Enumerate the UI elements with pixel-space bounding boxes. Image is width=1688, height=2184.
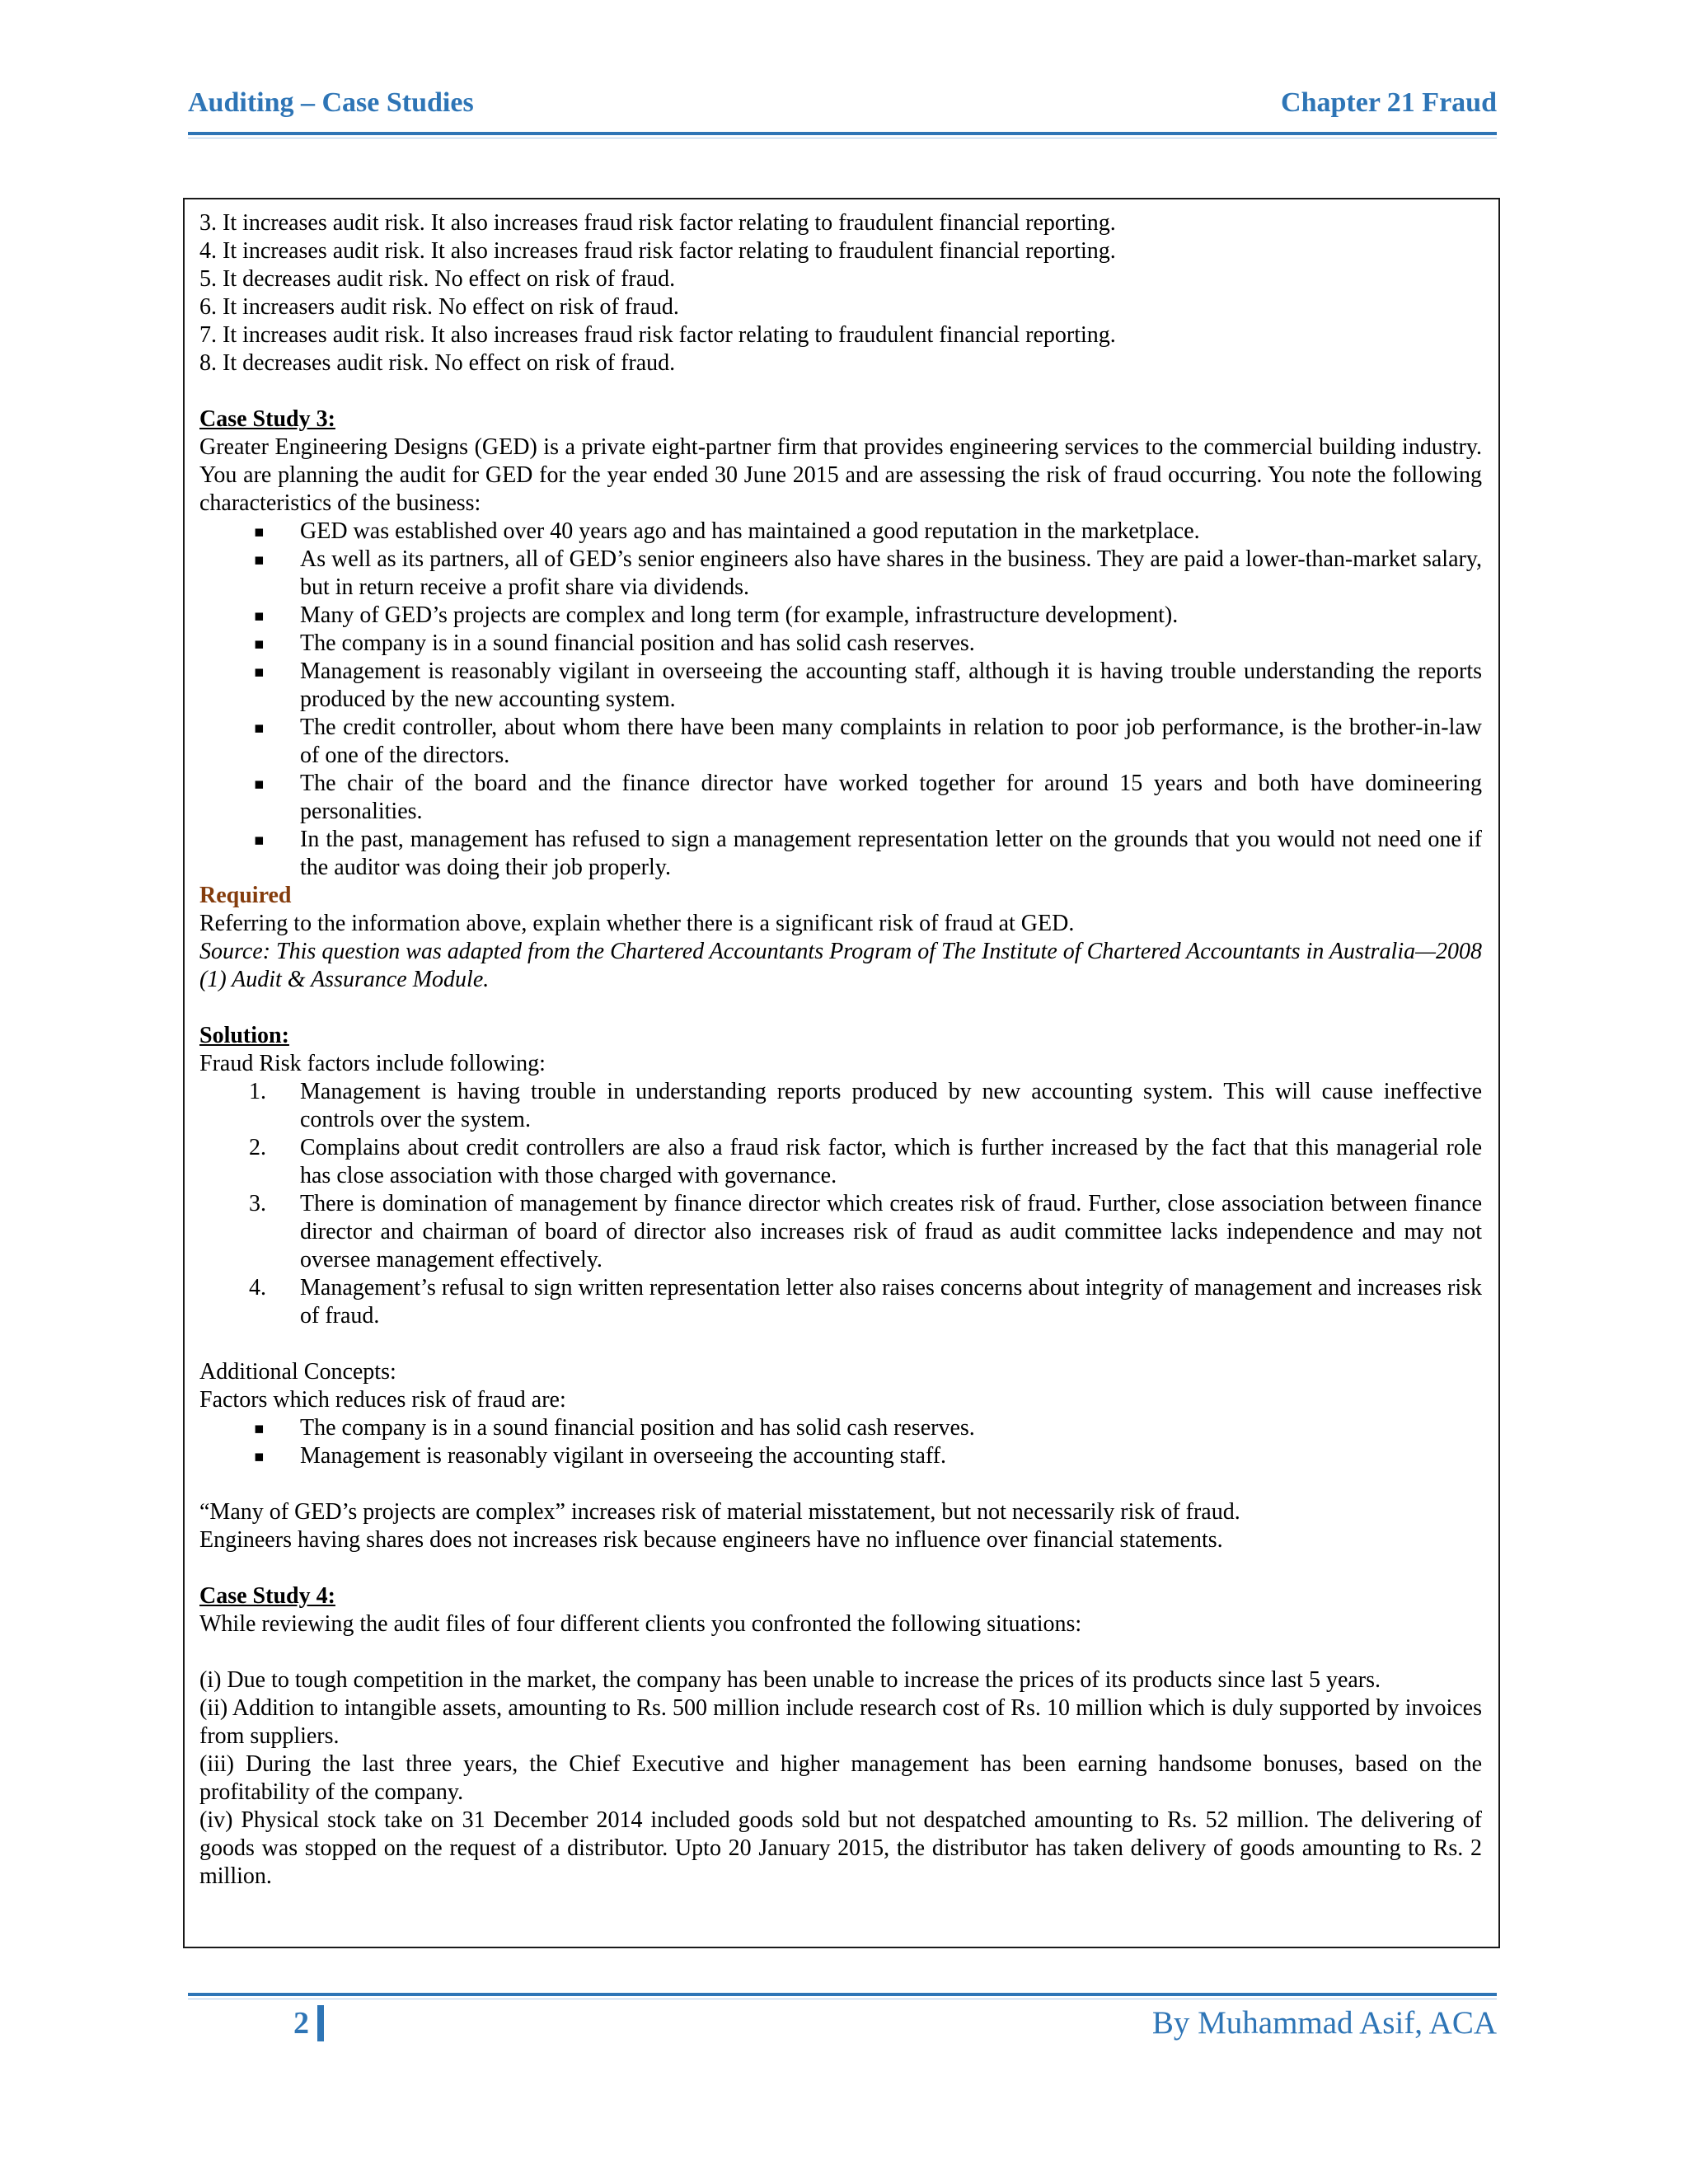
source-note: Source: This question was adapted from the Chartered Accountants Program of The Institute of Chartered Accountants in Australia—2008 (1) Audit & Assurance Module. [199,939,1482,992]
spacer [199,1638,1482,1666]
bullet-square-icon: ▪ [254,635,265,653]
footer-rule [188,1993,1497,1999]
bullet-square-icon: ▪ [254,831,265,849]
item-number: 1. [249,1079,266,1104]
bullet-item [199,630,1482,658]
page-header [188,87,1497,119]
numbered-item [199,1134,1482,1190]
solution-intro: Fraud Risk factors include following: [199,1051,546,1076]
spacer [199,1470,1482,1498]
solution-note: Engineers having shares does not increases risk because engineers have no influence over financial statements. [199,1527,1223,1553]
answer-line: 8. It decreases audit risk. No effect on risk of fraud. [199,350,676,376]
additional-concepts-heading: Additional Concepts: [199,1359,396,1385]
content-box [183,198,1500,1948]
case-study-3-heading: Case Study 3: [199,406,335,432]
bullet-item [199,546,1482,602]
bullet-item [199,770,1482,826]
bullet-square-icon: ▪ [254,607,265,625]
additional-concepts-intro: Factors which reduces risk of fraud are: [199,1387,566,1413]
bullet-square-icon: ▪ [254,1447,265,1465]
situation-paragraph: (i) Due to tough competition in the market, the company has been unable to increase the prices of its products since last 5 years. [199,1667,1381,1693]
bullet-text: In the past, management has refused to sign a management representation letter on the grounds that you would not need one if the auditor was doing their job properly. [300,827,1482,880]
bullet-square-icon: ▪ [254,1419,265,1437]
case-study-3-heading-row [199,405,1482,434]
numbered-item [199,1190,1482,1274]
bullet-item [199,1442,1482,1470]
bullet-item [199,1414,1482,1442]
answer-line: 5. It decreases audit risk. No effect on risk of fraud. [199,266,676,292]
spacer [199,1330,1482,1358]
item-text: Management is having trouble in understanding reports produced by new accounting system. This will cause ineffective controls over the system. [300,1079,1482,1132]
bullet-text: As well as its partners, all of GED’s senior engineers also have shares in the business. They are paid a lower-than-market salary, but in return receive a profit share via dividends. [300,546,1483,600]
footer-author: By Muhammad Asif, ACA [1151,2005,1497,2041]
bullet-square-icon: ▪ [254,663,265,681]
situation-paragraph: (ii) Addition to intangible assets, amounting to Rs. 500 million include research cost of Rs. 10 million which is duly supported by invoices from suppliers. [199,1695,1482,1749]
situation-paragraph: (iii) During the last three years, the Chief Executive and higher management has been earning handsome bonuses, based on the profitability of the company. [199,1751,1482,1805]
bullet-item [199,714,1482,770]
bullet-text: GED was established over 40 years ago and has maintained a good reputation in the marketplace. [300,518,1200,544]
spacer [199,377,1482,405]
bullet-text: The company is in a sound financial position and has solid cash reserves. [300,1415,975,1441]
bullet-item [199,826,1482,882]
required-label: Required [199,883,292,908]
bullet-text: Management is reasonably vigilant in overseeing the accounting staff. [300,1443,947,1469]
case-study-4-heading: Case Study 4: [199,1583,335,1609]
numbered-item [199,1078,1482,1134]
page-number: 2 [293,2005,309,2041]
bullet-text: The credit controller, about whom there have been many complaints in relation to poor job performance, is the brother-in-law of one of the directors. [300,715,1482,768]
item-number: 2. [249,1135,266,1160]
solution-heading-row [199,1022,1482,1050]
item-number: 3. [249,1191,266,1216]
answer-line: 3. It increases audit risk. It also increases fraud risk factor relating to fraudulent financial reporting. [199,210,1116,236]
item-text: Complains about credit controllers are also a fraud risk factor, which is further increased by the fact that this managerial role has close association with those charged with governance. [300,1135,1482,1188]
bullet-item [199,518,1482,546]
bullet-text: The company is in a sound financial position and has solid cash reserves. [300,630,975,656]
page-footer [188,2004,1497,2041]
header-chapter: Chapter 21 Fraud [1281,87,1497,118]
case-study-4-intro: While reviewing the audit files of four different clients you confronted the following situations: [199,1611,1082,1637]
header-title: Auditing – Case Studies [188,87,474,118]
required-text: Referring to the information above, explain whether there is a significant risk of fraud at GED. [199,911,1075,936]
bullet-text: Many of GED’s projects are complex and long term (for example, infrastructure development). [300,602,1179,628]
situation-paragraph: (iv) Physical stock take on 31 December 2014 included goods sold but not despatched amounting to Rs. 52 million. The delivering of goods was stopped on the request of a distributor. Upto 20 January 2015, the distributor has taken delivery of goods amounting to Rs. 2 million. [199,1807,1482,1889]
spacer [199,994,1482,1022]
solution-heading: Solution: [199,1023,289,1048]
answer-line: 4. It increases audit risk. It also increases fraud risk factor relating to fraudulent financial reporting. [199,238,1116,264]
spacer [199,1554,1482,1582]
item-text: There is domination of management by finance director which creates risk of fraud. Further, close association between finance director and chairman of board of director also increases risk of fraud as audit committee lacks independence and may not oversee management effectively. [300,1191,1482,1272]
answer-line: 7. It increases audit risk. It also increases fraud risk factor relating to fraudulent financial reporting. [199,322,1116,348]
bullet-square-icon: ▪ [254,551,265,569]
item-text: Management’s refusal to sign written representation letter also raises concerns about integrity of management and increases risk of fraud. [300,1275,1482,1329]
bullet-square-icon: ▪ [254,523,265,541]
numbered-item [199,1274,1482,1330]
bullet-square-icon: ▪ [254,719,265,737]
header-rule [188,132,1497,138]
page-number-bar [317,2005,324,2041]
bullet-item [199,602,1482,630]
bullet-text: Management is reasonably vigilant in overseeing the accounting staff, although it is having trouble understanding the reports produced by the new accounting system. [300,658,1482,712]
page-number-group [293,2005,324,2041]
bullet-text: The chair of the board and the finance director have worked together for around 15 years and both have domineering personalities. [300,771,1482,824]
answer-line: 6. It increasers audit risk. No effect on risk of fraud. [199,294,679,320]
case-study-3-intro: Greater Engineering Designs (GED) is a private eight-partner firm that provides engineering services to the commercial building industry. You are planning the audit for GED for the year ended 30 June 2015 and are assessing the risk of fraud occurring. You note the following characteristics of the business: [199,434,1482,516]
bullet-item [199,658,1482,714]
case-study-4-heading-row [199,1582,1482,1610]
solution-note: “Many of GED’s projects are complex” increases risk of material misstatement, but not necessarily risk of fraud. [199,1499,1240,1525]
bullet-square-icon: ▪ [254,775,265,793]
item-number: 4. [249,1275,266,1301]
